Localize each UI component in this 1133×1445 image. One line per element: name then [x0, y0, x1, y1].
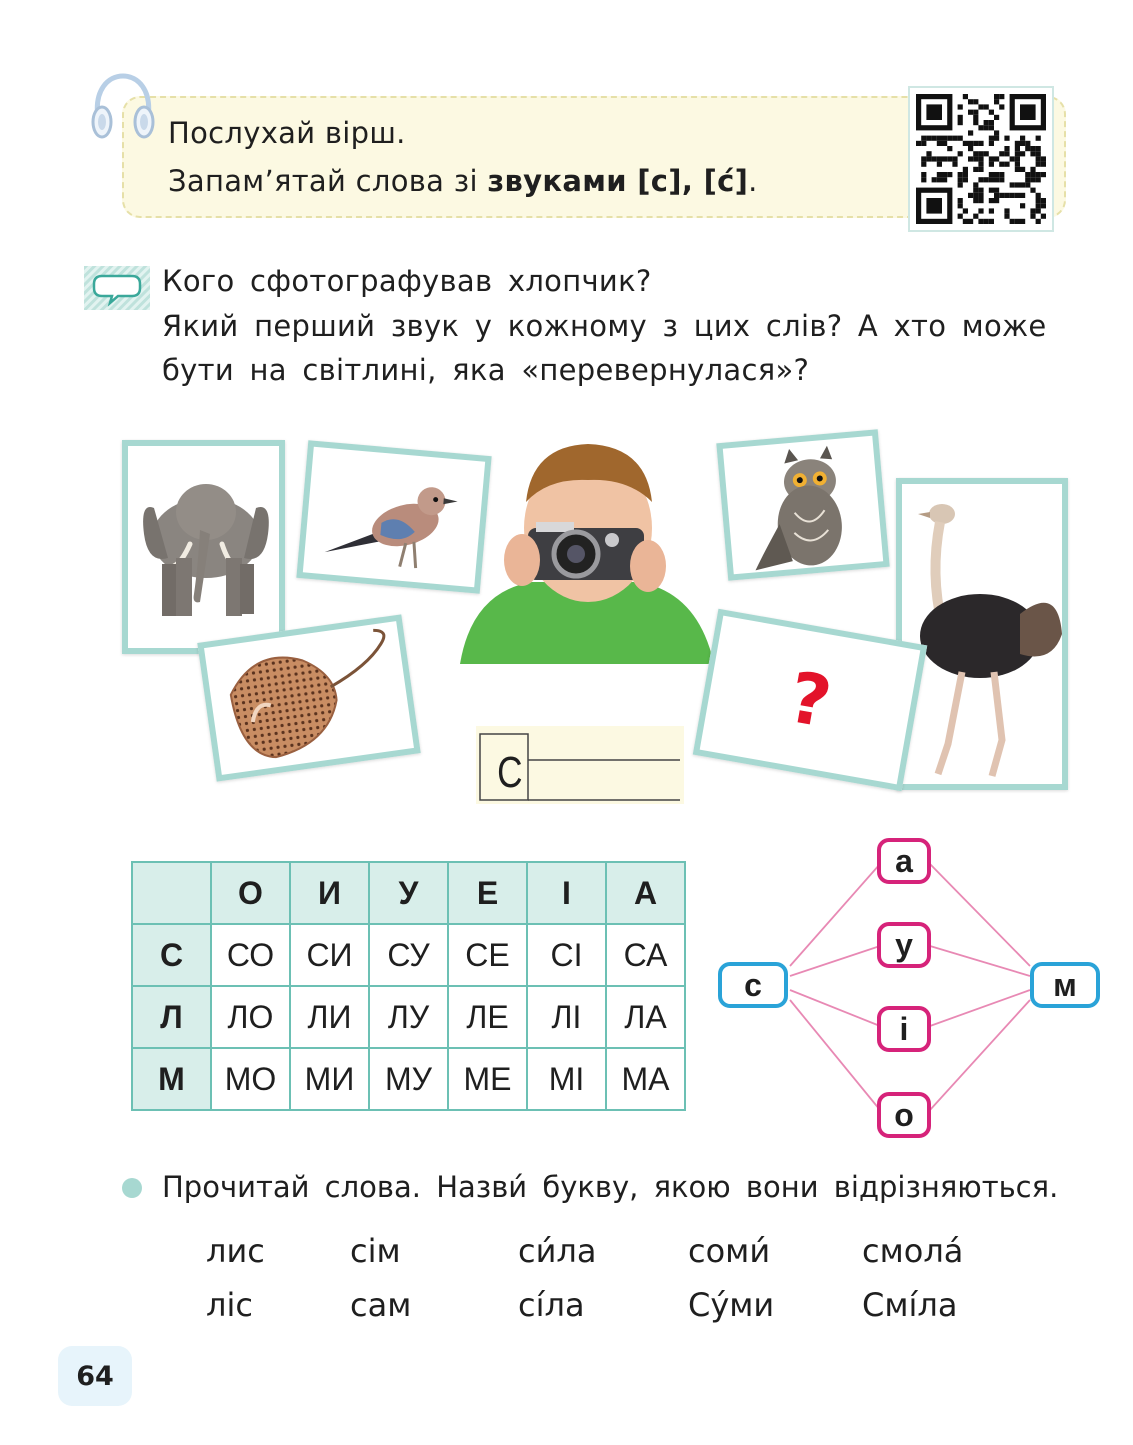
qr-module [973, 99, 978, 104]
answer-box[interactable] [476, 726, 684, 804]
qr-module [994, 156, 999, 161]
elephant-illustration [128, 446, 279, 648]
qr-module [1030, 151, 1035, 156]
qr-module [1015, 146, 1020, 151]
qr-module [958, 104, 963, 109]
table-cell: СИ [290, 924, 369, 986]
qr-module [994, 130, 999, 135]
qr-module [958, 177, 963, 182]
qr-module [978, 198, 983, 203]
qr-module [932, 156, 937, 161]
qr-module [921, 177, 926, 182]
qr-module [989, 120, 994, 125]
word-item: Су́ми [688, 1286, 775, 1324]
qr-module [963, 208, 968, 213]
word-item: Смі́ла [862, 1286, 958, 1324]
table-cell: МІ [527, 1048, 606, 1110]
question-3: бути на світлині, яка «перевернулася»? [162, 353, 810, 387]
qr-module [984, 219, 989, 224]
qr-module [942, 156, 947, 161]
qr-module [978, 141, 983, 146]
table-row-header: С [132, 924, 211, 986]
qr-module [989, 172, 994, 177]
page-number: 64 [58, 1346, 132, 1406]
qr-module [1020, 151, 1025, 156]
qr-module [994, 115, 999, 120]
qr-module [1004, 214, 1009, 219]
qr-module [958, 172, 963, 177]
qr-module [978, 156, 983, 161]
qr-module [947, 156, 952, 161]
qr-module [994, 193, 999, 198]
qr-module [1025, 177, 1030, 182]
table-cell: ЛО [211, 986, 290, 1048]
qr-module [947, 172, 952, 177]
table-row [132, 924, 685, 986]
photo-card-question[interactable] [693, 609, 927, 792]
word-item: сам [350, 1286, 412, 1324]
qr-module [937, 162, 942, 167]
photo-boy-with-camera [452, 442, 718, 664]
qr-module [1036, 198, 1041, 203]
listen-line-2-suffix: . [748, 164, 758, 198]
table-header-cell: І [527, 862, 606, 924]
qr-module [1025, 172, 1030, 177]
qr-module [932, 177, 937, 182]
qr-module [1030, 188, 1035, 193]
qr-module [973, 188, 978, 193]
qr-module [1041, 172, 1046, 177]
qr-module [937, 156, 942, 161]
vowel-node-o: о [877, 1092, 931, 1138]
qr-module [994, 198, 999, 203]
qr-module [989, 110, 994, 115]
consonant-node-m: м [1030, 962, 1100, 1008]
vowel-node-i: і [877, 1006, 931, 1052]
table-row-header: М [132, 1048, 211, 1110]
qr-module [978, 162, 983, 167]
table-header-cell: У [369, 862, 448, 924]
table-cell: ЛИ [290, 986, 369, 1048]
listen-line-2-prefix: Запам’ятай слова зі [168, 164, 488, 198]
word-item: лис [206, 1232, 265, 1270]
table-header-cell: И [290, 862, 369, 924]
qr-module [968, 156, 973, 161]
qr-module [973, 198, 978, 203]
qr-module [1015, 167, 1020, 172]
qr-module [958, 198, 963, 203]
qr-module [937, 136, 942, 141]
qr-module [994, 99, 999, 104]
qr-module [978, 188, 983, 193]
qr-module [1015, 182, 1020, 187]
qr-module [989, 156, 994, 161]
qr-module [937, 141, 942, 146]
qr-module [1036, 136, 1041, 141]
qr-module [1036, 156, 1041, 161]
qr-module [978, 104, 983, 109]
qr-module [973, 151, 978, 156]
qr-module [1010, 219, 1015, 224]
table-cell: МА [606, 1048, 685, 1110]
qr-module [989, 219, 994, 224]
qr-module [1036, 219, 1041, 224]
qr-code[interactable] [908, 86, 1054, 232]
qr-module [1015, 156, 1020, 161]
word-item: сім [350, 1232, 401, 1270]
qr-module [989, 208, 994, 213]
question-1: Кого сфотографував хлопчик? [162, 264, 652, 298]
qr-module [921, 156, 926, 161]
table-cell: МО [211, 1048, 290, 1110]
qr-module [978, 193, 983, 198]
syllable-table [131, 861, 686, 1111]
qr-module [932, 136, 937, 141]
qr-module [1025, 141, 1030, 146]
table-cell: ЛІ [527, 986, 606, 1048]
qr-module [916, 141, 921, 146]
qr-module [1010, 156, 1015, 161]
qr-module [973, 141, 978, 146]
qr-module [963, 141, 968, 146]
question-mark: ? [782, 656, 838, 744]
qr-module [994, 94, 999, 99]
table-header-row [132, 862, 685, 924]
qr-module [994, 136, 999, 141]
photo-card-stingray [197, 614, 420, 781]
qr-module [1041, 162, 1046, 167]
qr-module [926, 198, 942, 214]
qr-module [973, 193, 978, 198]
qr-module [1020, 141, 1025, 146]
qr-module [994, 172, 999, 177]
qr-module [1030, 146, 1035, 151]
table-header-cell: А [606, 862, 685, 924]
table-cell: МУ [369, 1048, 448, 1110]
qr-module [963, 177, 968, 182]
qr-module [989, 188, 994, 193]
qr-module [999, 193, 1004, 198]
qr-module [921, 162, 926, 167]
qr-module [968, 193, 973, 198]
photo-card-ostrich [896, 478, 1068, 790]
qr-module [1036, 151, 1041, 156]
qr-module [973, 156, 978, 161]
qr-module [1041, 203, 1046, 208]
photo-card-owl [716, 429, 889, 581]
qr-module [926, 136, 931, 141]
qr-module [958, 182, 963, 187]
headphones-icon [88, 70, 158, 146]
qr-module [1020, 136, 1025, 141]
qr-module [973, 214, 978, 219]
qr-module [963, 94, 968, 99]
qr-module [958, 214, 963, 219]
qr-module [973, 182, 978, 187]
qr-module [1020, 182, 1025, 187]
qr-module [1025, 146, 1030, 151]
table-cell: МИ [290, 1048, 369, 1110]
qr-module [989, 198, 994, 203]
qr-code-pattern [916, 94, 1046, 224]
qr-module [1020, 203, 1025, 208]
qr-module [1015, 162, 1020, 167]
qr-module [958, 136, 963, 141]
qr-module [984, 125, 989, 130]
qr-module [989, 136, 994, 141]
qr-module [989, 177, 994, 182]
qr-module [968, 130, 973, 135]
qr-module [984, 104, 989, 109]
word-item: сі́ла [518, 1286, 585, 1324]
table-cell: ЛЕ [448, 986, 527, 1048]
qr-module [958, 203, 963, 208]
qr-module [1036, 162, 1041, 167]
table-cell: ЛУ [369, 986, 448, 1048]
boy-illustration [452, 442, 718, 664]
qr-module [968, 219, 973, 224]
qr-module [1015, 151, 1020, 156]
qr-module [1030, 208, 1035, 213]
qr-module [1036, 172, 1041, 177]
qr-module [1004, 162, 1009, 167]
qr-module [1004, 136, 1009, 141]
qr-module [958, 120, 963, 125]
listen-line-1: Послухай вірш. [168, 116, 406, 150]
listen-line-2 [168, 164, 758, 198]
table-header-cell [132, 862, 211, 924]
qr-module [989, 162, 994, 167]
qr-module [978, 219, 983, 224]
qr-module [1036, 193, 1041, 198]
qr-module [1041, 214, 1046, 219]
qr-module [1030, 172, 1035, 177]
qr-module [1010, 182, 1015, 187]
word-item: си́ла [518, 1232, 597, 1270]
qr-module [973, 110, 978, 115]
qr-module [952, 162, 957, 167]
table-cell: СА [606, 924, 685, 986]
qr-module [963, 219, 968, 224]
qr-module [1030, 167, 1035, 172]
table-header-cell: О [211, 862, 290, 924]
qr-module [1004, 193, 1009, 198]
qr-module [994, 177, 999, 182]
qr-module [1015, 219, 1020, 224]
exercise-instruction: Прочитай слова. Назви́ букву, якою вони відрізняються. [162, 1170, 1059, 1204]
table-row [132, 1048, 685, 1110]
qr-module [999, 104, 1004, 109]
qr-module [999, 172, 1004, 177]
table-cell: ЛА [606, 986, 685, 1048]
word-item: ліс [206, 1286, 253, 1324]
qr-module [942, 172, 947, 177]
qr-module [963, 172, 968, 177]
qr-module [999, 151, 1004, 156]
qr-module [1004, 151, 1009, 156]
qr-module [999, 177, 1004, 182]
table-header-cell: Е [448, 862, 527, 924]
table-cell: СУ [369, 924, 448, 986]
qr-module [1020, 167, 1025, 172]
qr-module [921, 172, 926, 177]
qr-module [994, 188, 999, 193]
qr-module [984, 151, 989, 156]
qr-module [968, 146, 973, 151]
qr-module [1036, 146, 1041, 151]
qr-module [921, 136, 926, 141]
qr-module [937, 177, 942, 182]
qr-module [989, 125, 994, 130]
qr-module [978, 167, 983, 172]
qr-module [958, 115, 963, 120]
qr-module [968, 110, 973, 115]
qr-module [1030, 177, 1035, 182]
qr-module [952, 156, 957, 161]
qr-module [1041, 156, 1046, 161]
consonant-node-s: с [718, 962, 788, 1008]
table-cell: МЕ [448, 1048, 527, 1110]
qr-module [942, 141, 947, 146]
table-row [132, 986, 685, 1048]
speech-bubble-icon [84, 266, 150, 310]
question-2: Який перший звук у кожному з цих слів? А хто може [162, 309, 1047, 343]
qr-module [999, 162, 1004, 167]
qr-module [1015, 193, 1020, 198]
qr-module [926, 104, 942, 120]
word-item: смола́ [862, 1232, 964, 1270]
qr-module [968, 141, 973, 146]
qr-module [968, 99, 973, 104]
qr-module [973, 167, 978, 172]
vowel-node-u: у [877, 922, 931, 968]
qr-module [1020, 104, 1036, 120]
qr-module [1036, 203, 1041, 208]
photo-card-elephant [122, 440, 285, 654]
owl-illustration [723, 436, 883, 575]
answer-letter: С [497, 748, 523, 797]
qr-module [1020, 193, 1025, 198]
table-cell: СО [211, 924, 290, 986]
table-row-header: Л [132, 986, 211, 1048]
qr-module [952, 136, 957, 141]
qr-module [973, 115, 978, 120]
qr-module [1004, 146, 1009, 151]
qr-module [984, 120, 989, 125]
qr-module [1010, 193, 1015, 198]
qr-module [1036, 177, 1041, 182]
qr-module [999, 94, 1004, 99]
qr-module [1030, 214, 1035, 219]
qr-module [942, 177, 947, 182]
word-item: соми́ [688, 1232, 771, 1270]
qr-module [947, 146, 952, 151]
qr-module [937, 172, 942, 177]
bullet-dot [122, 1178, 142, 1198]
table-cell: СІ [527, 924, 606, 986]
qr-module [978, 125, 983, 130]
qr-module [926, 151, 931, 156]
qr-module [989, 141, 994, 146]
qr-module [1041, 198, 1046, 203]
qr-module [1025, 182, 1030, 187]
vowel-node-a: а [877, 838, 931, 884]
ostrich-illustration [902, 484, 1062, 784]
qr-module [1015, 141, 1020, 146]
qr-module [1020, 219, 1025, 224]
qr-module [1004, 208, 1009, 213]
qr-module [963, 167, 968, 172]
qr-module [978, 151, 983, 156]
qr-module [984, 177, 989, 182]
table-cell: СЕ [448, 924, 527, 986]
qr-module [926, 156, 931, 161]
qr-module [921, 141, 926, 146]
qr-module [973, 120, 978, 125]
listen-line-2-bold: звуками [с], [с́] [487, 164, 749, 198]
qr-module [978, 208, 983, 213]
qr-module [947, 136, 952, 141]
qr-module [1036, 208, 1041, 213]
qr-module [958, 151, 963, 156]
stingray-illustration [204, 621, 414, 775]
qr-module [978, 177, 983, 182]
qr-module [942, 136, 947, 141]
